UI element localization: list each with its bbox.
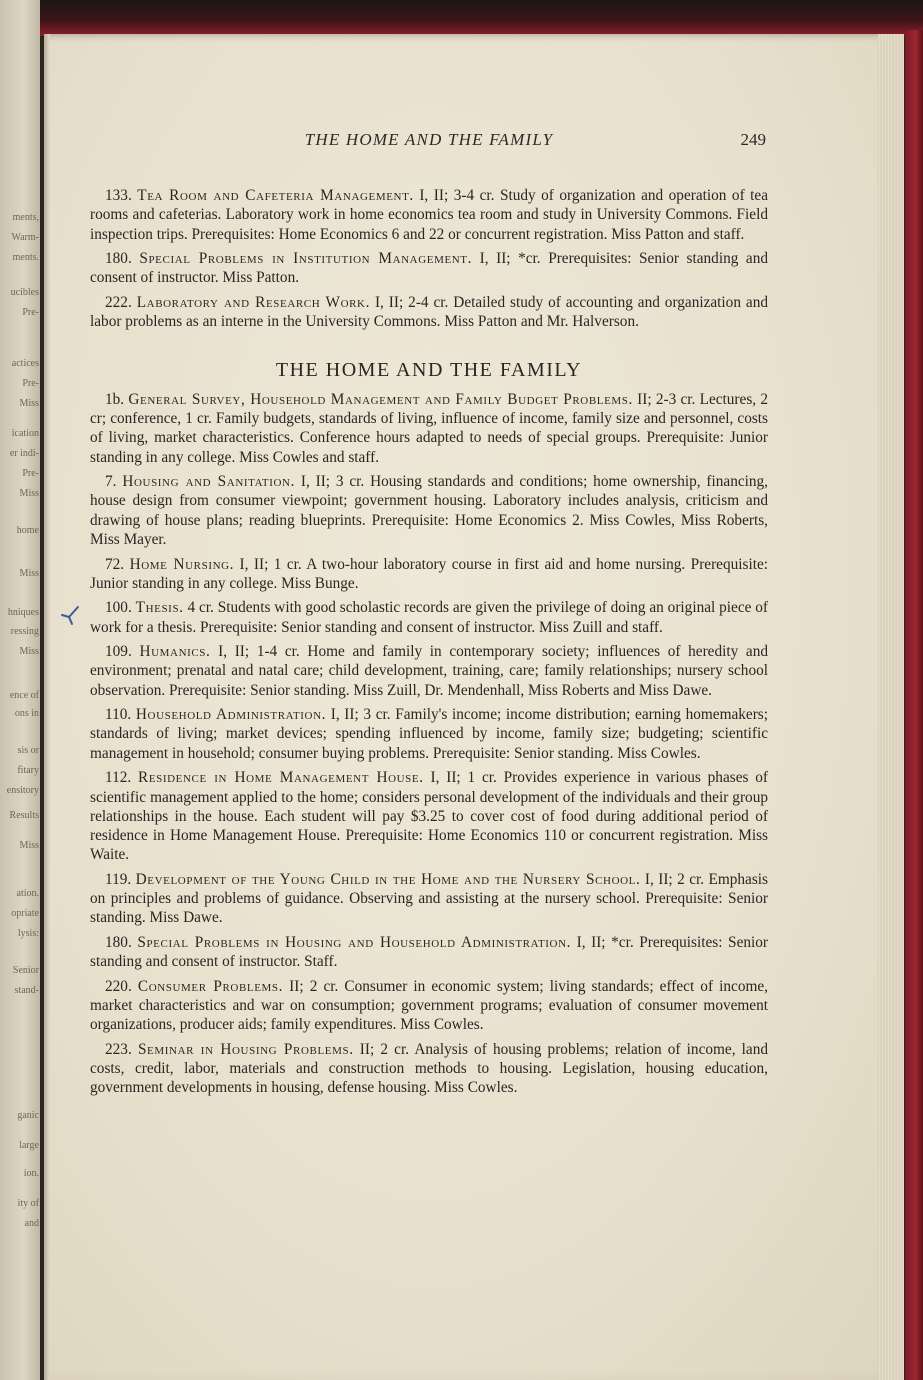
previous-page-text-fragment: Warm- [11,232,39,243]
course-title: Seminar in Housing Problems. [137,1040,354,1058]
course-entry [90,933,768,972]
course-description: I, II; 2-4 cr. Detailed study of accounting and organization and labor problems as an interne in the University Commons. Miss Patton and Mr. Halverson. [90,293,768,331]
previous-page-text-fragment: Miss [19,840,39,851]
course-number: 180. [105,250,132,268]
previous-page-text-fragment: Miss [19,568,39,579]
previous-page-text-fragment: stand- [14,985,39,996]
course-number: 133. [105,187,132,204]
previous-page-text-fragment: ion. [23,1168,39,1179]
course-description: I, II; 1 cr. A two-hour laboratory course in first aid and home nursing. Prerequisite: Junior standing in any college. Miss Bunge. [90,555,769,592]
previous-page-text-fragment: er indi- [9,448,39,459]
course-title: Home Nursing. [129,555,235,573]
previous-page-text-fragment: hniques [7,607,39,618]
previous-page-text-fragment: actices [11,358,39,369]
course-title: Humanics. [139,643,211,661]
previous-page-text-fragment: ication [11,428,39,439]
course-title: Special Problems in Housing and Household Administration. [137,933,572,951]
course-entry [90,555,768,594]
course-entry [90,472,768,549]
course-title: Laboratory and Research Work. [136,293,371,311]
course-title: Development of the Young Child in the Home and the Nursery School. [135,870,641,888]
course-number: 222. [105,293,132,311]
binding-gutter [44,34,50,1380]
previous-page-text-fragment: Miss [19,646,39,657]
course-number: 112. [105,769,132,787]
course-entry [90,249,768,288]
course-description: II; 2 cr. Analysis of housing problems; relation of income, land costs, credit, labor, materials and construction methods to housing. Legislation, housing education, government developments in housing, defense housing. Miss Cowles. [90,1040,769,1097]
previous-page-text-fragment: Miss [19,398,39,409]
previous-page-text-fragment: Pre- [22,468,39,479]
course-description: I, II; 1-4 cr. Home and family in contemporary society; influences of heredity and environment; prenatal and natal care; child development, training, care; family relationships; nursery school observation. Prerequisite: Senior standing. Miss Zuill, Dr. Mendenhall, Miss Roberts and Miss Dawe. [90,643,769,699]
course-description: II; 2 cr. Consumer in economic system; living standards; effect of income, market characteristics and war on consumption; government programs; evaluation of consumer movement organizations, producer aids; family expenditures. Miss Cowles. [90,977,768,1034]
previous-page-edge [0,0,40,1380]
course-number: 109. [105,643,132,661]
course-description: II; 2-3 cr. Lectures, 2 cr; conference, 1 cr. Family budgets, standards of living, influence of income, family size and personnel, costs of living, market characteristics. Conference hours adapted to needs of special groups. Prerequisite: Junior standing in any college. Miss Cowles and staff. [90,390,768,466]
course-number: 110. [105,706,132,724]
section-heading: THE HOME AND THE FAMILY [275,359,583,382]
course-description: I, II; *cr. Prerequisites: Senior standing and consent of instructor. Staff. [90,933,768,971]
course-entry [90,1040,768,1098]
course-listing [90,186,768,1103]
course-number: 119. [105,870,132,888]
course-title: Tea Room and Cafeteria Management. [137,187,414,204]
page-header [90,130,768,154]
course-entry [90,642,768,700]
course-entry [90,598,768,637]
previous-page-text-fragment: home [16,525,39,536]
course-number: 100. [105,599,132,617]
course-title: Residence in Home Management House. [138,769,424,787]
course-description: I, II; 3 cr. Housing standards and conditions; home ownership, financing, house design from consumer viewpoint; government housing. Laboratory includes analysis, criticism and drawing of house plans; reading blueprints. Prerequisite: Home Economics 2. Miss Cowles, Miss Roberts, Miss Mayer. [90,473,769,549]
previous-page-text-fragment: Pre- [22,378,39,389]
previous-page-text-fragment: ons in [14,708,39,719]
pencil-check-mark [60,604,82,626]
institution-management-entries [90,186,768,331]
previous-page-text-fragment: lysis: [17,928,39,939]
previous-page-text-fragment: Pre- [22,307,39,318]
previous-page-text-fragment: sis or [17,745,39,756]
course-entry [90,186,768,244]
previous-page-text-fragment: Senior [12,965,39,976]
course-description: I, II; 2 cr. Emphasis on principles and problems of guidance. Observing and assisting at the nursery school. Prerequisite: Senior standing. Miss Dawe. [90,870,769,927]
course-title: Consumer Problems. [137,977,284,995]
book-cover-right [905,30,923,1380]
course-title: Special Problems in Institution Management. [139,250,473,268]
course-number: 1b. [105,390,125,408]
course-title: General Survey, Household Management and Family Budget Problems. [128,390,633,408]
course-description: I, II; 1 cr. Provides experience in various phases of scientific management applied to the home; considers personal development of the individuals and their group relationships in the house. Each student will pay $3.25 to cover cost of food during additional period of residence in Home Management House. Prerequisite: Home Economics 110 or concurrent registration. Miss Waite. [90,769,768,864]
book-cover-top [40,0,923,36]
previous-page-text-fragment: ensitory [6,785,39,796]
course-entry [90,293,768,332]
home-and-family-entries [90,390,768,1098]
course-entry [90,390,768,467]
course-description: I, II; *cr. Prerequisites: Senior standing and consent of instructor. Miss Patton. [90,250,769,287]
course-description: 4 cr. Students with good scholastic records are given the privilege of doing an original piece of work for a thesis. Prerequisite: Senior standing and consent of instructor. Miss Zuill and staff. [90,599,769,636]
previous-page-text-fragment: ence of [9,690,39,701]
previous-page-text-fragment: ments, [12,212,39,223]
previous-page-text-fragment: ucibles [10,287,39,298]
course-number: 180. [105,933,132,951]
course-entry [90,705,768,763]
previous-page-text-fragment: opriate [11,908,39,919]
previous-page-text-fragment: ments. [12,252,39,263]
running-head: THE HOME AND THE FAMILY [304,130,554,149]
course-title: Thesis. [135,599,184,617]
course-description: I, II; 3-4 cr. Study of organization and operation of tea rooms and cafeterias. Laboratory work in home economics tea room and study in University Commons. Field inspection trips. Prerequisites: Home Economics 6 and 22 or concurrent registration. Miss Patton and staff. [90,187,768,243]
course-number: 220. [105,977,132,995]
course-description: I, II; 3 cr. Family's income; income distribution; earning homemakers; standards of living; market devices; spending influenced by income, family size; budgeting; scientific management in household; consumer buying problems. Prerequisite: Senior standing. Miss Cowles. [90,706,769,762]
course-entry [90,768,768,864]
course-title: Household Administration. [135,706,327,724]
previous-page-text-fragment: large [19,1140,39,1151]
previous-page-text-fragment: ganic [17,1110,39,1121]
course-entry [90,977,768,1035]
course-number: 7. [105,473,117,491]
previous-page-text-fragment: and [24,1218,39,1229]
previous-page-text-fragment: ation. [16,888,39,899]
course-entry [90,870,768,928]
previous-page-text-fragment: fitary [17,765,39,776]
course-number: 223. [105,1040,132,1058]
previous-page-text-fragment: ressing [10,626,39,637]
previous-page-text-fragment: Miss [19,488,39,499]
page-edges [878,34,904,1380]
course-number: 72. [105,555,125,573]
page-number: 249 [740,130,766,149]
previous-page-text-fragment: ity of [17,1198,39,1209]
previous-page-text-fragment: Results [9,810,39,821]
course-title: Housing and Sanitation. [122,473,295,491]
